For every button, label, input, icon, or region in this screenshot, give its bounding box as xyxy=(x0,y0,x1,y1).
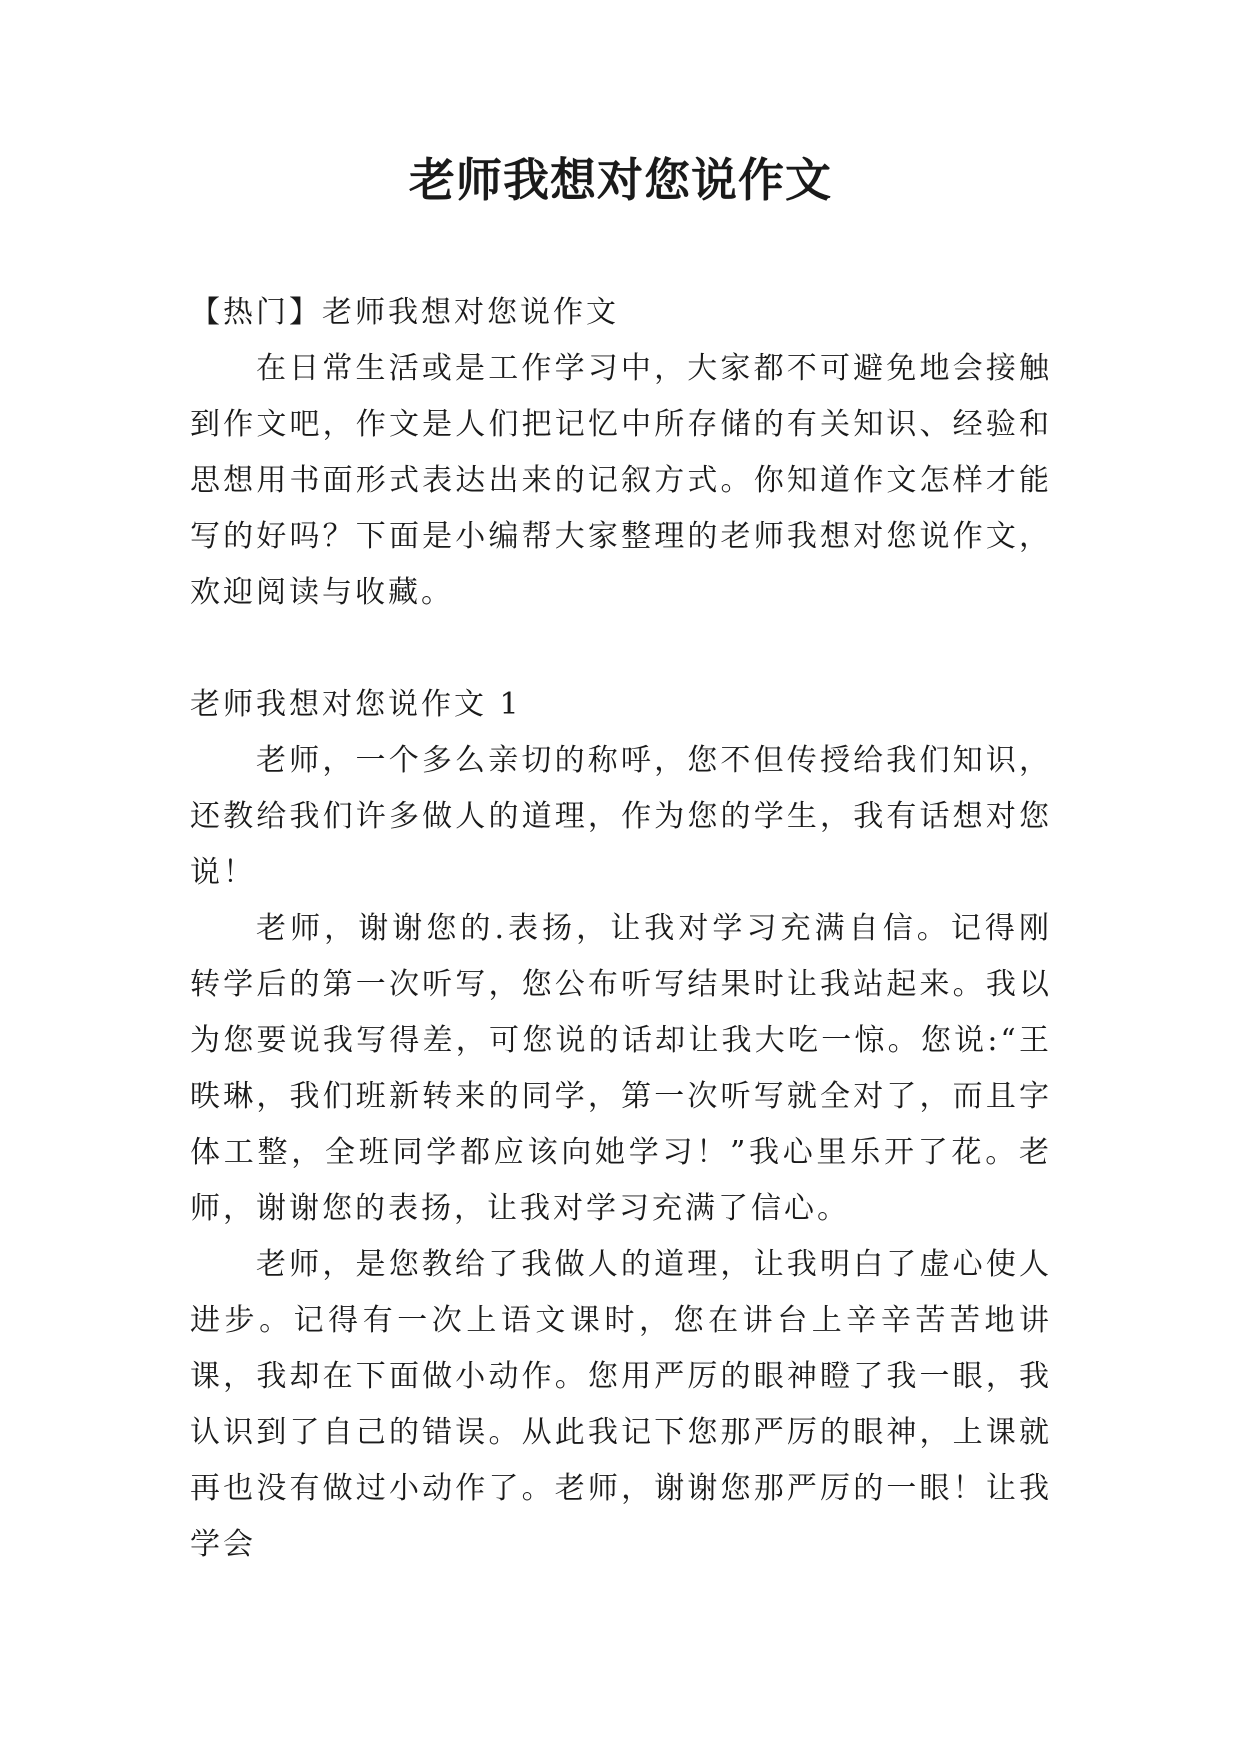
section-heading: 老师我想对您说作文 1 xyxy=(190,687,522,722)
document-body xyxy=(190,285,1052,1573)
intro-paragraph: 在日常生活或是工作学习中，大家都不可避免地会接触到作文吧，作文是人们把记忆中所存储的有关知识、经验和思想用书面形式表达出来的记叙方式。你知道作文怎样才能写的好吗？下面是小编帮大家整理的老师我想对您说作文，欢迎阅读与收藏。 xyxy=(190,351,1052,610)
intro-heading: 【热门】老师我想对您说作文 xyxy=(190,295,619,330)
body-paragraph: 老师，一个多么亲切的称呼，您不但传授给我们知识，还教给我们许多做人的道理，作为您的学生，我有话想对您说！ xyxy=(190,743,1052,890)
body-paragraph: 老师，谢谢您的.表扬，让我对学习充满自信。记得刚转学后的第一次听写，您公布听写结果时让我站起来。我以为您要说我写得差，可您说的话却让我大吃一惊。您说:“王昳琳，我们班新转来的同学，第一次听写就全对了，而且字体工整，全班同学都应该向她学习！”我心里乐开了花。老师，谢谢您的表扬，让我对学习充满了信心。 xyxy=(190,911,1052,1226)
document-title: 老师我想对您说作文 xyxy=(409,153,832,207)
body-paragraph: 老师，是您教给了我做人的道理，让我明白了虚心使人进步。记得有一次上语文课时，您在讲台上辛辛苦苦地讲课，我却在下面做小动作。您用严厉的眼神瞪了我一眼，我认识到了自己的错误。从此我记下您那严厉的眼神，上课就再也没有做过小动作了。老师，谢谢您那严厉的一眼！让我学会 xyxy=(190,1247,1052,1562)
paragraph-spacer xyxy=(190,621,1052,677)
